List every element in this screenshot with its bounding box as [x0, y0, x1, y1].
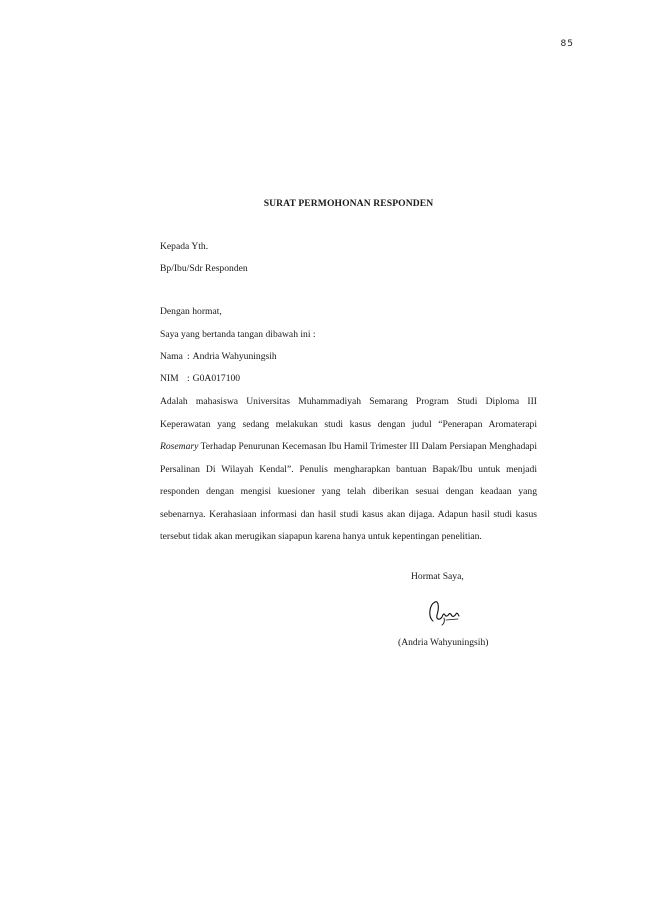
handwritten-signature [424, 597, 464, 627]
body-text-part-2: Terhadap Penurunan Kecemasan Ibu Hamil Trimester III Dalam Persiapan Menghadapi Persalinan Di Wilayah Kendal”. Penulis mengharapkan bantuan Bapak/Ibu untuk menjadi responden dengan mengisi kuesioner yang telah diberikan sesuai dengan keadaan yang sebenarnya. Kerahasiaan informasi dan hasil studi kasus akan dijaga. Adapun hasil studi kasus tersebut tidak akan merugikan siapapun karena hanya untuk kepentingan penelitian. [160, 441, 537, 542]
body-text-part-1: Adalah mahasiswa Universitas Muhammadiyah Semarang Program Studi Diploma III Keperawatan yang sedang melakukan studi kasus dengan judul “Penerapan Aromaterapi [160, 396, 537, 430]
name-label: Nama [160, 351, 183, 362]
addressee-line-1: Kepada Yth. [160, 241, 209, 252]
nim-label: NIM [160, 373, 179, 384]
body-paragraph [160, 391, 537, 549]
page-number: 85 [560, 39, 574, 49]
closing-salutation: Hormat Saya, [411, 571, 464, 582]
greeting: Dengan hormat, [160, 306, 222, 317]
letter-body [160, 198, 537, 558]
nim-separator: : [187, 373, 190, 384]
name-value: Andria Wahyuningsih [192, 351, 277, 362]
nim-value: G0A017100 [192, 373, 241, 384]
body-italic-word: Rosemary [160, 441, 199, 452]
letter-title: SURAT PERMOHONAN RESPONDEN [263, 198, 434, 209]
intro-line: Saya yang bertanda tangan dibawah ini : [160, 329, 316, 340]
addressee-line-2: Bp/Ibu/Sdr Responden [160, 263, 248, 274]
nim-field [160, 373, 537, 385]
name-separator: : [187, 351, 190, 362]
name-field [160, 351, 537, 363]
signer-name: (Andria Wahyuningsih) [398, 637, 489, 648]
